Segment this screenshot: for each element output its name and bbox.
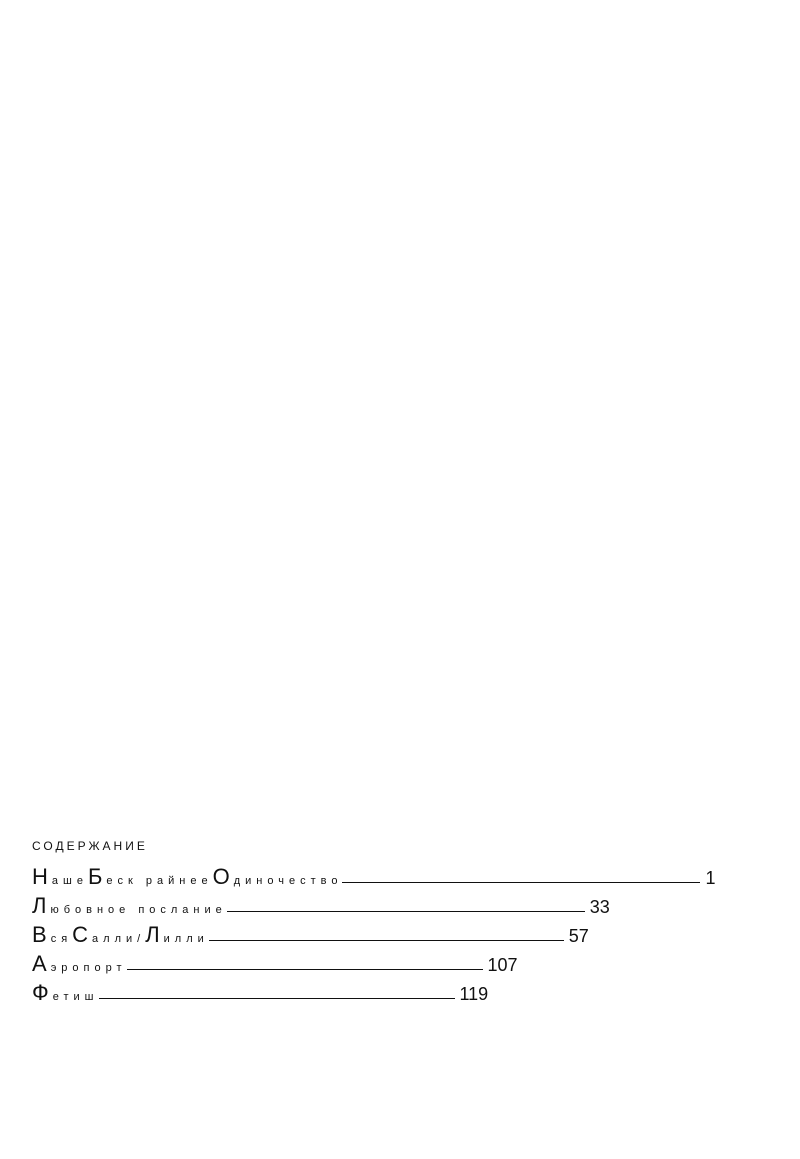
- toc-leader-line: [99, 998, 455, 999]
- table-of-contents: [32, 838, 772, 1007]
- toc-heading: СОДЕРЖАНИЕ: [32, 839, 148, 853]
- toc-entry-initial: Ф: [32, 980, 53, 1005]
- toc-entry: [32, 862, 772, 891]
- toc-entry-text: еск райнее: [106, 875, 213, 887]
- toc-entry-initial: Н: [32, 864, 52, 889]
- toc-page-number: 107: [487, 955, 518, 975]
- toc-entry-initial: Л: [32, 893, 51, 918]
- toc-entry-text: эропорт: [50, 962, 127, 974]
- toc-entry-initial: Б: [87, 864, 107, 889]
- toc-entry-text: илли: [163, 933, 209, 945]
- toc-entry-initial: Л: [145, 922, 164, 947]
- toc-page-number: 119: [459, 984, 489, 1004]
- toc-entry: [32, 978, 772, 1007]
- toc-entry: [32, 920, 772, 949]
- toc-leader-line: [227, 911, 585, 912]
- toc-leader-line: [127, 969, 483, 970]
- toc-entry-initial: В: [32, 922, 51, 947]
- toc-page-number: 57: [568, 926, 589, 946]
- toc-entry-initial: С: [72, 922, 93, 947]
- toc-entry-text: аше: [51, 875, 88, 887]
- toc-entry-text: юбовное послание: [50, 904, 227, 916]
- toc-entry-text: ся: [50, 933, 73, 945]
- toc-entry-initial: А: [32, 951, 51, 976]
- toc-leader-line: [209, 940, 564, 941]
- toc-entry-text: алли/: [92, 933, 146, 945]
- toc-page-number: 1: [705, 868, 716, 888]
- toc-page-number: 33: [589, 897, 610, 917]
- toc-entry-text: диночество: [233, 875, 343, 887]
- toc-entry-text: етиш: [52, 991, 99, 1003]
- toc-leader-line: [342, 882, 700, 883]
- toc-entry: [32, 891, 772, 920]
- toc-entry-initial: О: [212, 864, 234, 889]
